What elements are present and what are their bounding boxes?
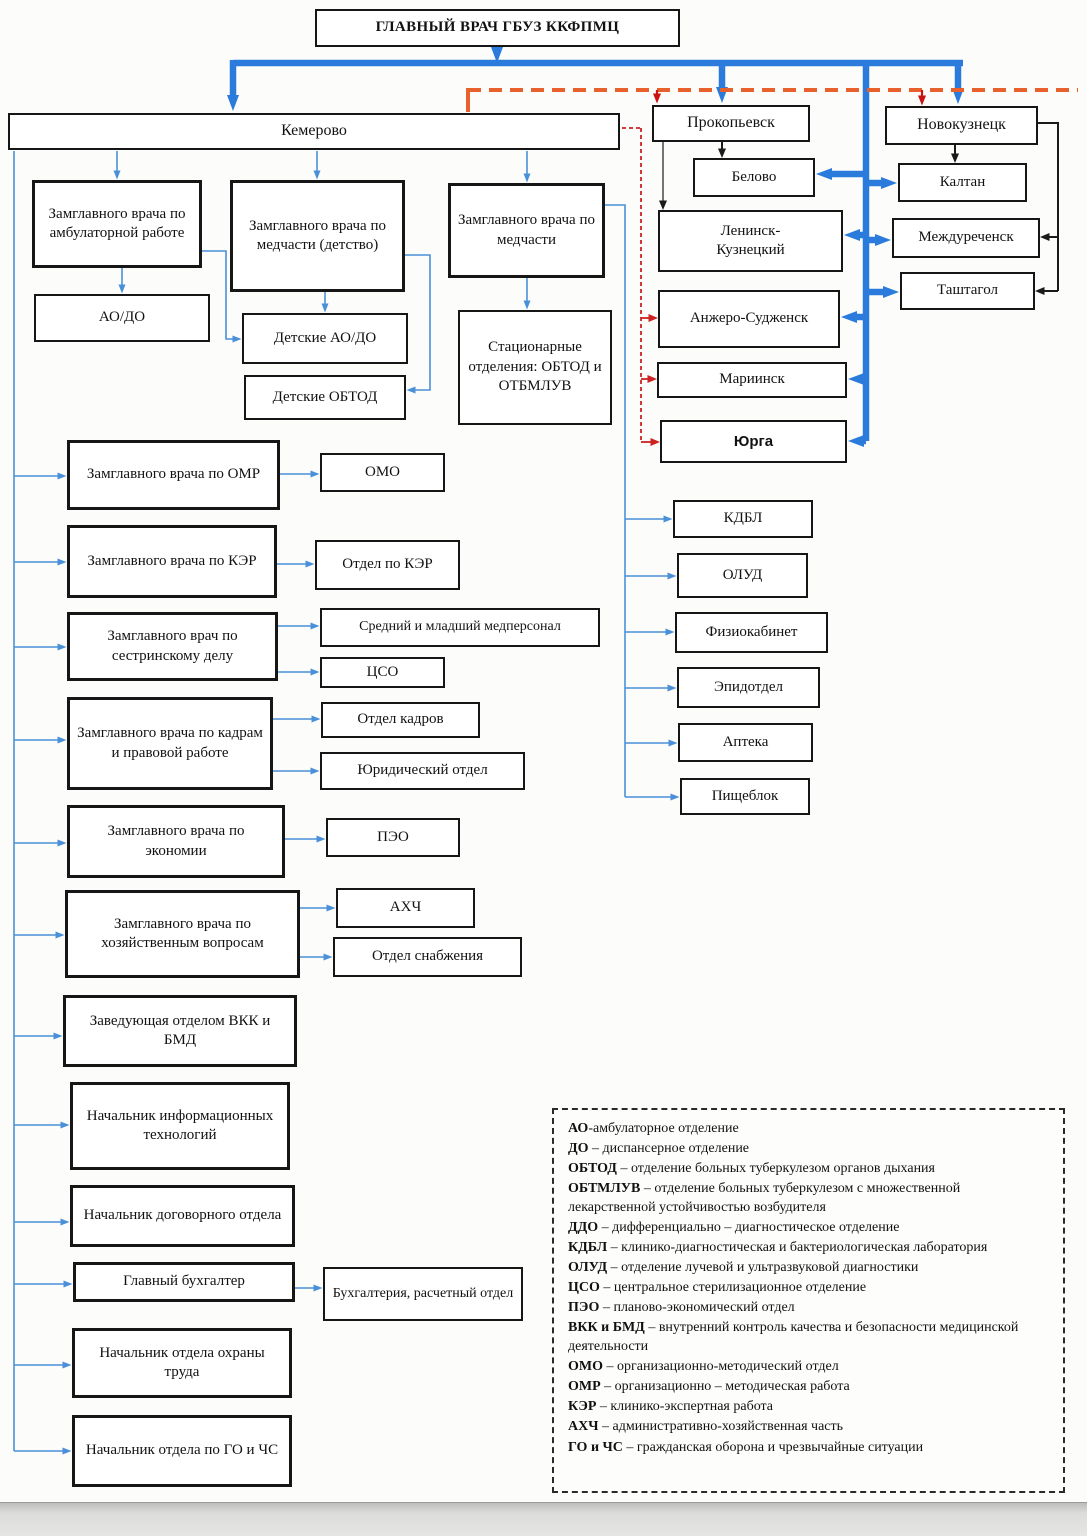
legend-item: КЭР – клинико-экспертная работа xyxy=(568,1399,774,1415)
node-nursing-staff: Средний и младший медперсонал xyxy=(320,608,600,647)
legend-item: КДБЛ – клинико-диагностическая и бактериологическая лаборатория xyxy=(568,1240,988,1256)
node-legal-department: Юридический отдел xyxy=(320,752,525,790)
node-mariinsk: Мариинск xyxy=(657,362,847,398)
dark-red-dashed-lines xyxy=(622,128,651,443)
legend-item: АО-амбулаторное отделение xyxy=(568,1121,739,1136)
node-supply-department: Отдел снабжения xyxy=(333,937,522,977)
node-accounting-department: Бухгалтерия, расчетный отдел xyxy=(323,1267,523,1321)
node-prokopyevsk: Прокопьевск xyxy=(652,105,810,142)
node-children-ao-do: Детские АО/ДО xyxy=(242,313,408,364)
legend-item: ОМО – организационно-методический отдел xyxy=(568,1359,839,1375)
legend-item: ОБТОД – отделение больных туберкулезом органов дыхания xyxy=(568,1161,935,1177)
node-kdbl: КДБЛ xyxy=(673,500,813,538)
node-catering: Пищеблок xyxy=(680,778,810,815)
node-mezhdurechensk: Междуреченск xyxy=(892,218,1040,258)
legend-item: ПЭО – планово-экономический отдел xyxy=(568,1300,795,1316)
node-head-labor-safety: Начальник отдела охраны труда xyxy=(72,1328,292,1398)
node-chief-accountant: Главный бухгалтер xyxy=(73,1262,295,1302)
legend-item: ОЛУД – отделение лучевой и ультразвуковой диагностики xyxy=(568,1260,919,1276)
legend-item: ДО – диспансерное отделение xyxy=(568,1141,750,1157)
node-ao-do: АО/ДО xyxy=(34,294,210,342)
legend-item: ГО и ЧС – гражданская оборона и чрезвычайные ситуации xyxy=(568,1439,924,1455)
node-cso: ЦСО xyxy=(320,657,445,688)
node-deputy-economy: Замглавного врача по экономии xyxy=(67,805,285,878)
node-deputy-nursing: Замглавного врач по сестринскому делу xyxy=(67,612,278,681)
node-inpatient-departments: Стационарные отделения: ОБТОД и ОТБМЛУВ xyxy=(458,310,612,425)
legend-item: ВКК и БМД – внутренний контроль качества и безопасности медицинской деятельности xyxy=(568,1320,1019,1355)
node-tashtagol: Таштагол xyxy=(900,272,1035,310)
node-pharmacy: Аптека xyxy=(678,723,813,762)
node-chief-physician: ГЛАВНЫЙ ВРАЧ ГБУЗ ККФПМЦ xyxy=(315,9,680,47)
node-akhch: АХЧ xyxy=(336,888,475,928)
node-kemerovo: Кемерово xyxy=(8,113,620,150)
node-ker-department: Отдел по КЭР xyxy=(315,540,460,590)
node-deputy-medical-children: Замглавного врача по медчасти (детство) xyxy=(230,180,405,292)
node-omo: ОМО xyxy=(320,453,445,492)
legend-item: ЦСО – центральное стерилизационное отделение xyxy=(568,1280,867,1296)
node-hr-department: Отдел кадров xyxy=(321,702,480,738)
node-head-contracts: Начальник договорного отдела xyxy=(70,1185,295,1247)
legend-item: ДДО – дифференциально – диагностическое отделение xyxy=(568,1220,900,1236)
legend-item: ОМР – организационно – методическая работа xyxy=(568,1379,850,1395)
scan-edge-artifact xyxy=(0,1502,1087,1536)
node-deputy-hr-legal: Замглавного врача по кадрам и правовой работе xyxy=(67,697,273,790)
node-kaltan: Калтан xyxy=(898,163,1027,202)
node-olud: ОЛУД xyxy=(677,553,808,598)
node-head-civil-defense: Начальник отдела по ГО и ЧС xyxy=(72,1415,292,1487)
abbreviation-legend xyxy=(552,1108,1065,1493)
node-physio-room: Физиокабинет xyxy=(675,612,828,653)
node-deputy-ker: Замглавного врача по КЭР xyxy=(67,525,277,598)
node-epid-department: Эпидотдел xyxy=(677,667,820,708)
legend-item: ОБТМЛУВ – отделение больных туберкулезом с множественной лекарственной устойчивостью возбудителя xyxy=(568,1181,961,1216)
node-deputy-medical: Замглавного врача по медчасти xyxy=(448,183,605,278)
node-deputy-facilities: Замглавного врача по хозяйственным вопросам xyxy=(65,890,300,978)
node-novokuznetsk: Новокузнецк xyxy=(885,106,1038,145)
node-deputy-omr: Замглавного врача по ОМР xyxy=(67,440,280,510)
node-head-it: Начальник информационных технологий xyxy=(70,1082,290,1170)
node-yurga: Юрга xyxy=(660,420,847,463)
node-head-vkk-bmd: Заведующая отделом ВКК и БМД xyxy=(63,995,297,1067)
node-children-obtod: Детские ОБТОД xyxy=(244,375,406,420)
node-belovo: Белово xyxy=(693,158,815,197)
legend-item: АХЧ – административно-хозяйственная часть xyxy=(568,1419,844,1435)
node-anzhero-sudzhensk: Анжеро-Судженск xyxy=(658,290,840,348)
node-peo: ПЭО xyxy=(326,818,460,857)
node-leninsk-kuznetsky: Ленинск-Кузнецкий xyxy=(658,210,843,272)
node-deputy-ambulatory: Замглавного врача по амбулаторной работе xyxy=(32,180,202,268)
